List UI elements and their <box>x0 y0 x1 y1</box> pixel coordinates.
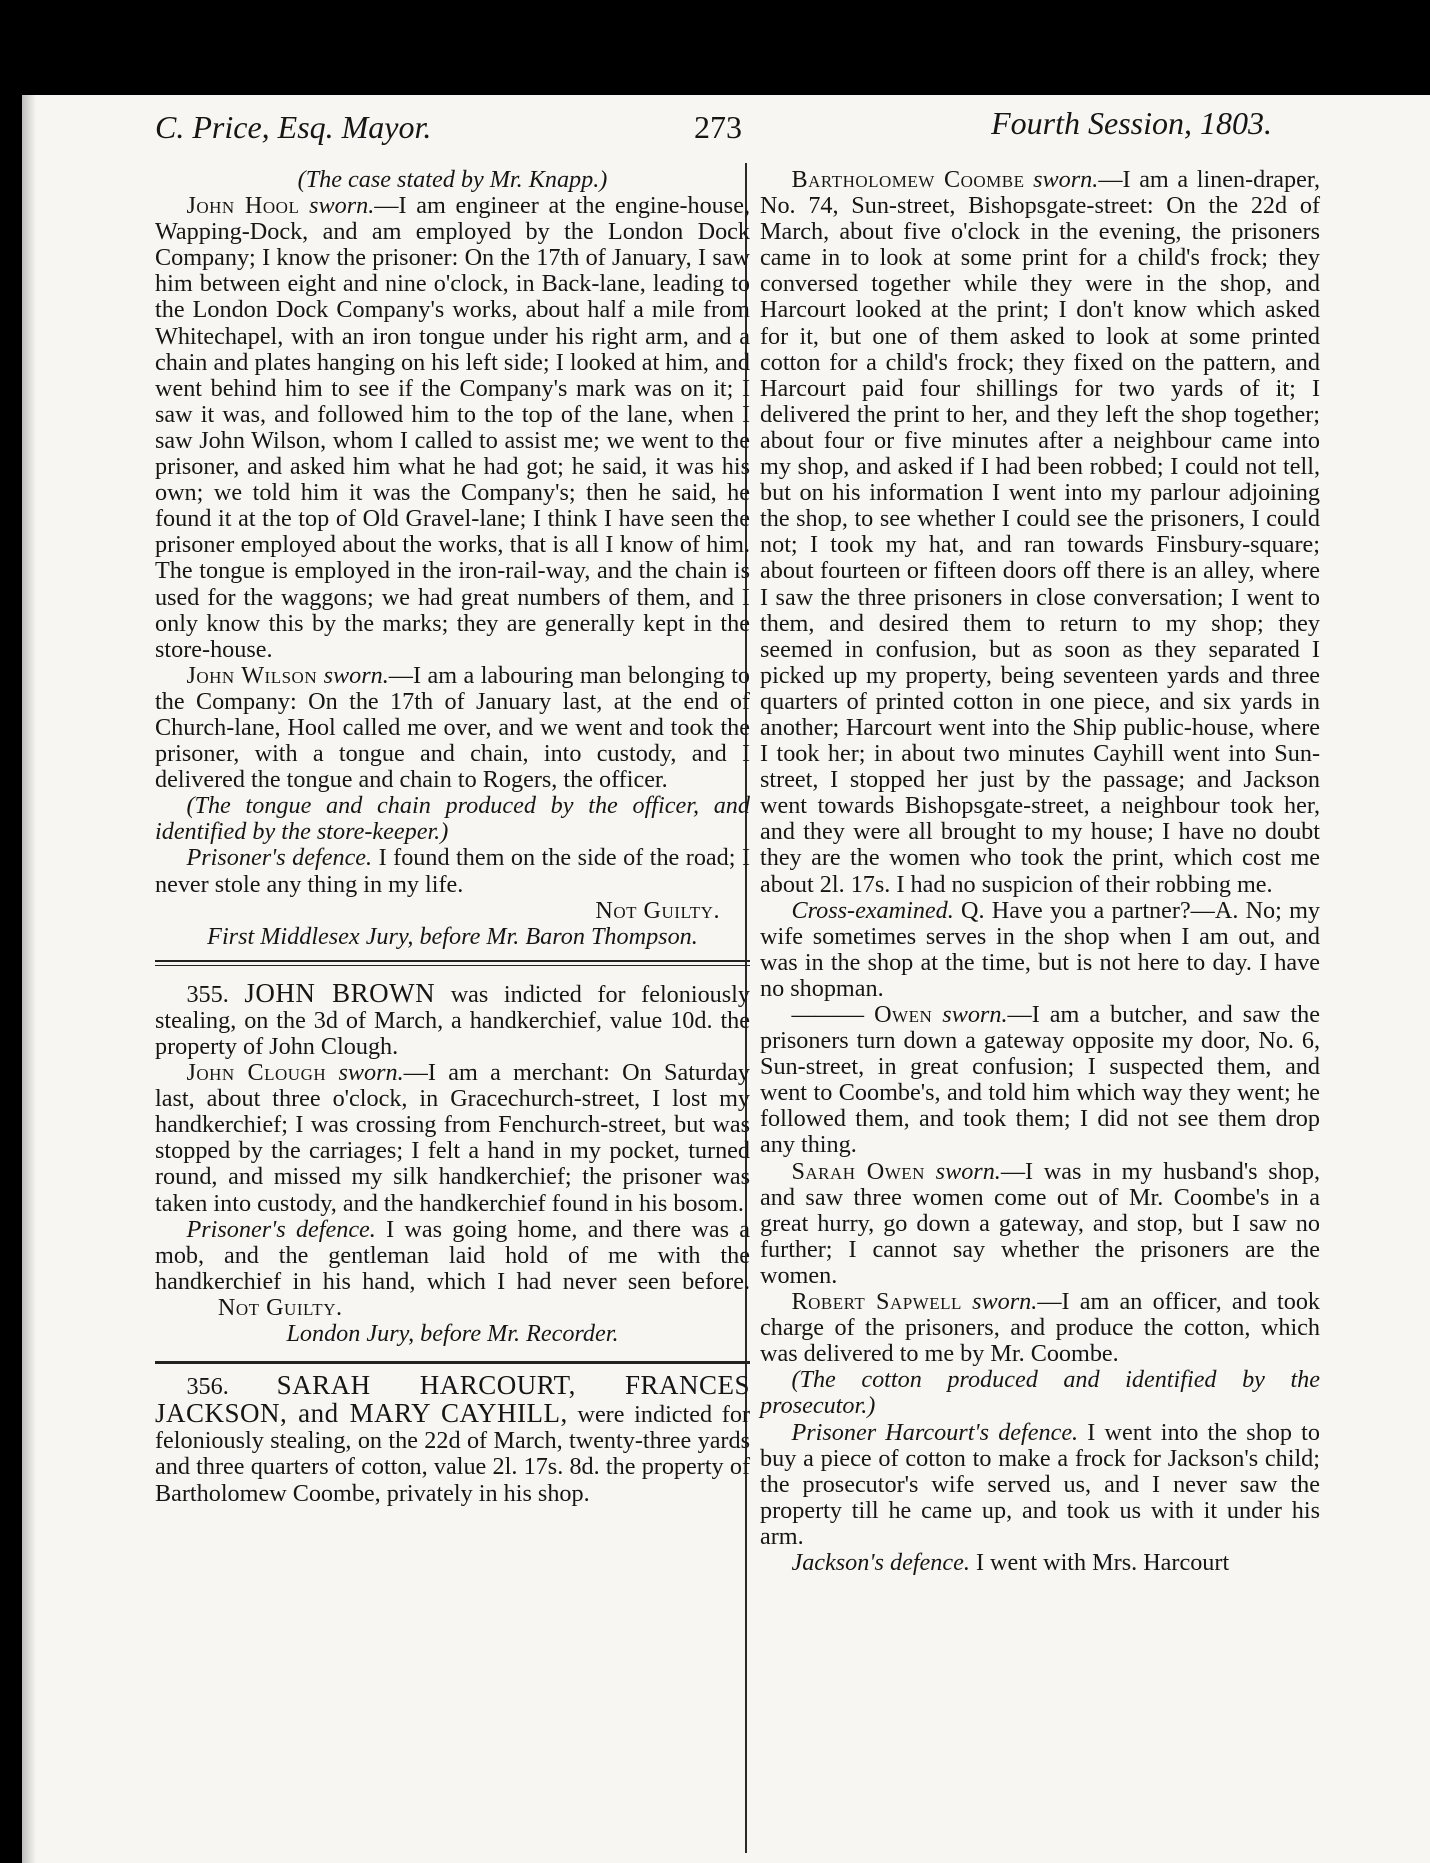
defendant-names: SARAH HARCOURT, FRANCES JACKSON, and MARY CAYHILL, <box>155 1370 750 1429</box>
header-session: Fourth Session, 1803. <box>991 105 1272 141</box>
witness-name: John Clough <box>186 1059 327 1087</box>
cross-examination <box>760 898 1320 1002</box>
testimony-text: —I am an officer, and took charge of the prisoners, and produce the cotton, which was delivered to me by Mr. Coombe. <box>760 1288 1321 1368</box>
testimony-sapwell <box>760 1289 1320 1367</box>
case-number: 355. <box>186 980 229 1008</box>
harcourt-defence <box>760 1420 1320 1550</box>
case-356-heading <box>155 1372 750 1506</box>
right-column <box>760 167 1320 1576</box>
page-number: 273 <box>694 109 742 145</box>
indictment-text: was indicted for feloniously stealing, on the 3d of March, a handkerchief, value 10d. the property of John Clough. <box>155 980 750 1060</box>
prisoner-defence-2 <box>155 1217 750 1321</box>
jury-line-2: London Jury, before Mr. Recorder. <box>286 1320 619 1348</box>
defence-label: Jackson's defence. <box>791 1548 970 1576</box>
indictment-text: were indicted for feloniously stealing, on the 22d of March, twenty-three yards and three quarters of cotton, value 2l. 17s. 8d. the property of Bartholomew Coombe, privately in his shop. <box>155 1401 751 1507</box>
cotton-note: (The cotton produced and identified by the prosecutor.) <box>760 1366 1320 1420</box>
testimony-hool <box>155 193 750 663</box>
sworn-label: sworn. <box>942 1001 1008 1028</box>
jury-line: First Middlesex Jury, before Mr. Baron Thompson. <box>207 922 698 950</box>
testimony-text: —I was in my husband's shop, and saw three women come out of Mr. Coombe's in a great hurry, go down a gateway, and stop, but I saw no further; I cannot say whether the prisoners are the women. <box>760 1157 1321 1289</box>
header-mayor: C. Price, Esq. Mayor. <box>155 109 432 145</box>
case-355-heading <box>155 977 750 1060</box>
witness-name: John Wilson <box>186 661 318 689</box>
page-header <box>22 101 1430 151</box>
cross-text: Q. Have you a partner?—A. No; my wife sometimes serves in the shop when I am out, and was in the shop at the time, but is not here to day. I have no shopman. <box>760 896 1320 1002</box>
cross-label: Cross-examined. <box>791 896 954 924</box>
testimony-wilson <box>155 663 750 793</box>
testimony-coombe <box>760 167 1320 898</box>
defendant-name: JOHN BROWN <box>244 977 436 1008</box>
case-divider <box>155 960 750 966</box>
witness-name: Robert Sapwell <box>791 1288 962 1316</box>
testimony-clough <box>155 1060 750 1217</box>
sworn-label: sworn. <box>338 1059 404 1087</box>
witness-name: Owen <box>874 1001 933 1028</box>
witness-name: Bartholomew Coombe <box>791 166 1025 193</box>
binding-shadow <box>22 95 36 1863</box>
sworn-label: sworn. <box>935 1157 1001 1185</box>
sworn-label: sworn. <box>309 192 375 220</box>
testimony-text: —I am engineer at the engine-house, Wapping-Dock, and am employed by the London Dock Company; I know the prisoner: On the 17th of January, I saw him between eight and nine o'clock, in Back-lane, leading to the London Dock Company's works, about half a mile from Whitechapel, with an iron tongue under his right arm, and a chain and plates hanging on his left side; I looked at him, and went behind him to see if the Company's mark was on it; I saw it was, and followed him to the top of the lane, when I saw John Wilson, whom I called to assist me; we went to the prisoner, and asked him what he had got; he said, it was his own; we told him it was the Company's; then he said, he found it at the top of Old Gravel-lane; I think I have seen the prisoner employed about the works, that is all I know of him. The tongue is employed in the iron-rail-way, and the chain is used for the waggons; we had great numbers of them, and I only know this by the marks; they are generally kept in the store-house. <box>155 192 750 663</box>
defence-text: I went with Mrs. Harcourt <box>975 1548 1230 1576</box>
defence-text: I was going home, and there was a mob, and the gentleman laid hold of me with the handkerchief in his hand, which I had never seen before. <box>155 1215 750 1295</box>
case-stated-note: (The case stated by Mr. Knapp.) <box>297 166 608 193</box>
jackson-defence <box>760 1550 1320 1576</box>
case-number: 356. <box>186 1373 229 1401</box>
testimony-text: —I am a labouring man belonging to the Company: On the 17th of January last, at the end of Church-lane, Hool called me over, and we went and took the prisoner, with a tongue and chain, into custody, and I delivered the tongue and chain to Rogers, the officer. <box>155 661 750 794</box>
testimony-text: —I am a linen-draper, No. 74, Sun-street, Bishopsgate-street: On the 22d of March, about five o'clock in the evening, the prisoners came in to look at some print for a child's frock; they conversed together while they were in the shop, and Harcourt looked at the print; I don't know which asked for it, but one of them asked to look at some printed cotton for a child's frock; they fixed on the pattern, and Harcourt paid four shillings for two yards of it; I delivered the print to her, and they left the shop together; about four or five minutes after a neighbour came into my shop, and asked if I had been robbed; I could not tell, but on his information I went into my parlour adjoining the shop, to see whether I could see the prisoners, I could not; I took my hat, and ran towards Finsbury-square; about fourteen or fifteen doors off there is an alley, where I saw the three prisoners in close conversation; I went to them, and desired them to return to my shop; they seemed in confusion, but as soon as they separated I picked up my property, being seventeen yards and three quarters of printed cotton in one piece, and six yards in another; Harcourt went into the Ship public-house, where I took her; in about two minutes Cayhill went into Sun-street, I stopped her just by the passage; and Jackson went towards Bishopsgate-street, a neighbour took her, and they were all brought to my house; I have no doubt they are the women who took the print, which cost me about 2l. 17s. I had no suspicion of their robbing me. <box>760 166 1321 898</box>
prisoner-defence <box>155 845 750 897</box>
verdict: Not Guilty. <box>595 896 720 924</box>
sworn-label: sworn. <box>323 661 389 689</box>
testimony-text: —I am a butcher, and saw the prisoners turn down a gateway opposite my door, No. 6, Sun-street, in great confusion; I suspected them, and went to Coombe's, and told him which way they went; he followed them, and took them; I did not see them drop any thing. <box>760 1001 1320 1159</box>
testimony-owen <box>760 1002 1320 1159</box>
name-dash: ——— <box>791 1001 865 1028</box>
case-divider <box>155 1361 750 1364</box>
document-page <box>22 95 1430 1863</box>
verdict: Not Guilty. <box>217 1293 343 1321</box>
witness-name: Sarah Owen <box>791 1157 925 1185</box>
defence-label: Prisoner's defence. <box>186 1215 376 1243</box>
defence-text: I went into the shop to buy a piece of cotton to make a frock for Jackson's child; the prosecutor's wife served us, and I never saw the property till he came up, and took us with it under his arm. <box>760 1418 1320 1550</box>
defence-label: Prisoner Harcourt's defence. <box>791 1418 1079 1446</box>
sworn-label: sworn. <box>972 1288 1038 1316</box>
produced-note: (The tongue and chain produced by the officer, and identified by the store-keeper.) <box>155 792 750 846</box>
left-column <box>155 167 750 1507</box>
defence-text: I found them on the side of the road; I never stole any thing in my life. <box>155 844 751 898</box>
sworn-label: sworn. <box>1033 166 1099 193</box>
testimony-text: —I am a merchant: On Saturday last, about three o'clock, in Gracechurch-street, I lost my handkerchief; I was crossing from Fenchurch-street, but was stopped by the carriages; I felt a hand in my pocket, turned round, and missed my silk handkerchief; the prisoner was taken into custody, and the handkerchief found in his bosom. <box>155 1059 750 1217</box>
defence-label: Prisoner's defence. <box>186 844 373 872</box>
witness-name: John Hool <box>186 192 300 220</box>
testimony-sarah-owen <box>760 1159 1320 1289</box>
